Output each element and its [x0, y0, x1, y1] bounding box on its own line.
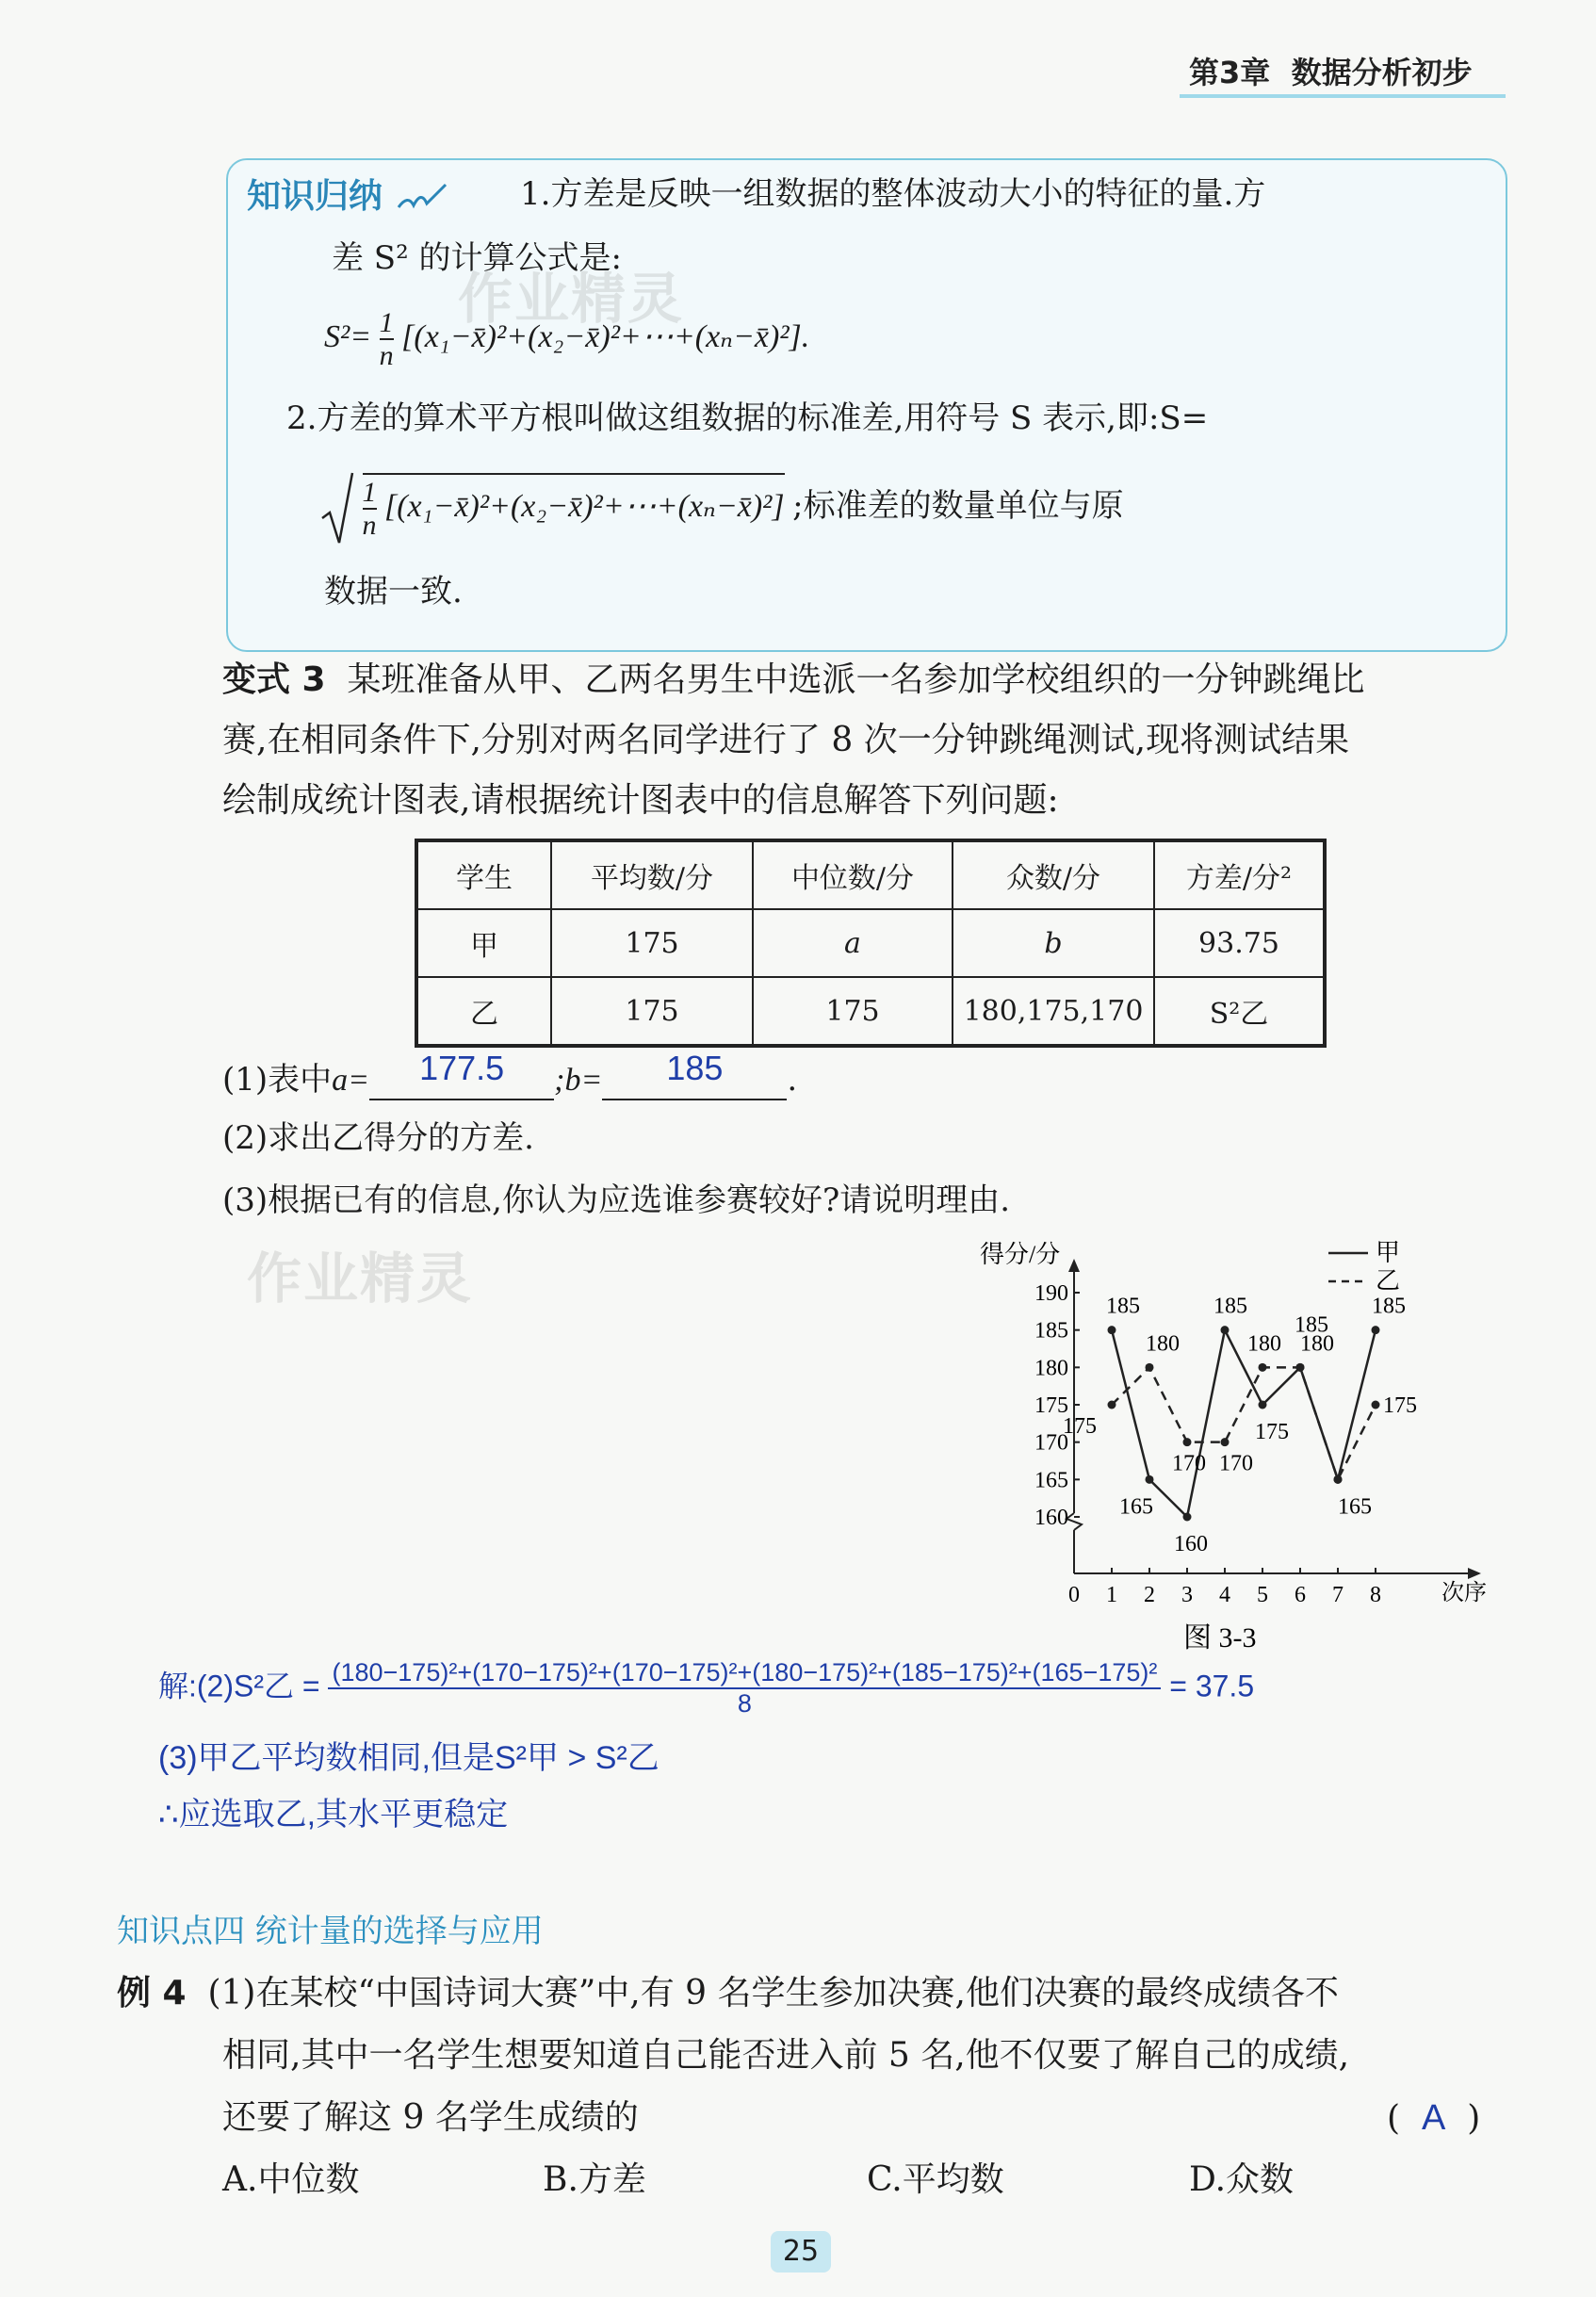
data-point	[1183, 1438, 1192, 1446]
table-cell: a	[753, 909, 953, 977]
bracket-open: (	[1387, 2099, 1401, 2138]
table-header-cell: 方差/分²	[1154, 840, 1325, 909]
variance-frac-num: 1	[379, 307, 394, 338]
table-cell: S²乙	[1154, 977, 1325, 1046]
solution-prefix: 解:(2)S²乙 =	[158, 1669, 320, 1703]
answer-b-blank[interactable]	[602, 1049, 787, 1100]
data-point	[1259, 1401, 1267, 1409]
data-label: 175	[1383, 1393, 1417, 1418]
x-tick-label: 7	[1332, 1583, 1344, 1607]
question-1	[222, 1049, 798, 1100]
x-tick-label: 4	[1219, 1583, 1230, 1607]
example4-label: 例 4	[117, 1974, 187, 2012]
data-point	[1221, 1438, 1230, 1446]
chapter-header	[1189, 49, 1473, 92]
stats-table	[415, 839, 1327, 1048]
x-tick-label: 0	[1068, 1583, 1080, 1607]
data-label: 165	[1119, 1494, 1153, 1520]
table-cell: 175	[551, 977, 753, 1046]
table-cell: 甲	[416, 909, 551, 977]
data-label: 175	[1255, 1420, 1289, 1444]
table-header-cell: 学生	[416, 840, 551, 909]
y-axis-arrow	[1068, 1259, 1080, 1272]
bracket-close: )	[1467, 2099, 1481, 2138]
x-tick-label: 3	[1181, 1583, 1193, 1607]
knowledge-item1-b: 差 S² 的计算公式是:	[332, 239, 622, 277]
y-tick-label: 185	[1034, 1318, 1068, 1344]
std-frac-num: 1	[362, 477, 377, 508]
data-label: 170	[1172, 1451, 1206, 1476]
q1-end: .	[787, 1061, 798, 1100]
knowledge-label-text: 知识归纳	[247, 177, 383, 216]
x-tick-label: 8	[1370, 1583, 1381, 1607]
sqrt-sign	[320, 471, 354, 546]
solution-denominator: 8	[737, 1689, 752, 1718]
q1-prefix: (1)表中	[222, 1061, 333, 1100]
legend-label-jia: 甲	[1376, 1239, 1401, 1266]
option-c[interactable]: C.平均数	[867, 2160, 1004, 2199]
table-header-cell: 中位数/分	[753, 840, 953, 909]
std-formula-body: [(x₁−x̄)²+(x₂−x̄)²+⋯+(xₙ−x̄)²]	[384, 488, 785, 524]
table-cell: 175	[753, 977, 953, 1046]
knowledge-label	[247, 170, 451, 218]
example4-text1: (1)在某校“中国诗词大赛”中,有 9 名学生参加决赛,他们决赛的最终成绩各不	[207, 1974, 1339, 2012]
watermark-2: 作业精灵	[247, 1246, 474, 1311]
chapter-number: 第3章	[1189, 55, 1271, 90]
watermark-1: 作业精灵	[458, 267, 685, 331]
table-header-row	[416, 840, 1325, 909]
question-3: (3)根据已有的信息,你认为应选谁参赛较好?请说明理由.	[222, 1181, 1011, 1219]
table-header-cell: 众数/分	[953, 840, 1154, 909]
data-label: 175	[1063, 1414, 1097, 1439]
data-point	[1372, 1401, 1380, 1409]
knowledge-item2-a: 2.方差的算术平方根叫做这组数据的标准差,用符号 S 表示,即:S=	[286, 399, 1209, 437]
solution-line2: (3)甲乙平均数相同,但是S²甲 > S²乙	[158, 1740, 660, 1776]
data-point	[1108, 1326, 1116, 1334]
knowledge-item1-a: 1.方差是反映一组数据的整体波动大小的特征的量.方	[520, 175, 1266, 213]
std-formula	[320, 471, 1124, 546]
data-label: 170	[1219, 1451, 1253, 1476]
page-number: 25	[771, 2231, 831, 2273]
table-row	[416, 977, 1325, 1046]
data-label: 160	[1174, 1532, 1208, 1556]
x-tick-label: 5	[1257, 1583, 1268, 1607]
data-label: 165	[1338, 1494, 1372, 1520]
table-cell: 乙	[416, 977, 551, 1046]
knowledge-item2-b: ;标准差的数量单位与原	[792, 486, 1124, 525]
table-row	[416, 909, 1325, 977]
example4-text2: 相同,其中一名学生想要知道自己能否进入前 5 名,他不仅要了解自己的成绩,	[222, 2036, 1350, 2075]
y-tick-label: 165	[1034, 1468, 1068, 1493]
table-cell: 93.75	[1154, 909, 1325, 977]
option-b[interactable]: B.方差	[543, 2160, 646, 2199]
y-tick-label: 190	[1034, 1281, 1068, 1306]
data-point	[1146, 1475, 1154, 1484]
solution-numerator: (180−175)²+(170−175)²+(170−175)²+(180−175)²+(185−175)²+(165−175)²	[328, 1658, 1161, 1689]
x-axis-arrow	[1468, 1568, 1481, 1579]
example4-line1	[117, 1973, 1339, 2013]
x-tick-label: 6	[1295, 1583, 1306, 1607]
data-label: 185	[1372, 1294, 1406, 1319]
y-tick-label: 175	[1034, 1393, 1068, 1418]
chart-xlabel: 次序	[1441, 1581, 1487, 1605]
variant-text2: 赛,在相同条件下,分别对两名同学进行了 8 次一分钟跳绳测试,现将测试结果	[222, 721, 1350, 759]
answer-b: 185	[666, 1049, 724, 1087]
data-point	[1259, 1363, 1267, 1372]
chart-caption: 图 3-3	[1183, 1622, 1257, 1654]
chart-legend	[1328, 1239, 1400, 1295]
data-point	[1108, 1401, 1116, 1409]
data-label: 180	[1300, 1331, 1334, 1357]
knowledge-item2-c: 数据一致.	[324, 573, 463, 611]
series-line-jia	[1112, 1330, 1376, 1520]
table-cell: 180,175,170	[953, 977, 1154, 1046]
jump-rope-line-chart	[961, 1234, 1489, 1658]
solution-line3: ∴应选取乙,其水平更稳定	[158, 1797, 509, 1833]
data-point	[1334, 1475, 1343, 1484]
pen-icon	[395, 181, 451, 215]
example4-text3: 还要了解这 9 名学生成绩的	[222, 2098, 639, 2137]
example4-answer-bracket[interactable]	[1387, 2097, 1480, 2141]
variant-line1	[222, 660, 1365, 700]
data-label: 180	[1146, 1331, 1180, 1357]
example4-answer: A	[1421, 2098, 1446, 2138]
variance-frac-den: n	[379, 340, 394, 371]
data-label: 185	[1213, 1294, 1247, 1319]
table-cell: 175	[551, 909, 753, 977]
chart-series	[1063, 1295, 1417, 1556]
q1-b-label: ;b=	[554, 1063, 603, 1099]
answer-a: 177.5	[419, 1049, 505, 1087]
data-point	[1296, 1363, 1305, 1372]
y-tick-label: 170	[1034, 1430, 1068, 1456]
question-2: (2)求出乙得分的方差.	[222, 1119, 534, 1157]
table-header-cell: 平均数/分	[551, 840, 753, 909]
data-point	[1221, 1326, 1230, 1334]
data-point	[1183, 1513, 1192, 1522]
table-cell: b	[953, 909, 1154, 977]
chart-ylabel: 得分/分	[980, 1241, 1061, 1268]
variance-formula-lhs: S²=	[324, 318, 372, 354]
section4-title: 知识点四 统计量的选择与应用	[117, 1913, 544, 1950]
x-tick-label: 2	[1144, 1583, 1155, 1607]
answer-a-blank[interactable]	[369, 1049, 554, 1100]
q1-a-label: a=	[332, 1063, 370, 1099]
solution-line1	[158, 1658, 1254, 1719]
x-tick-label: 1	[1106, 1583, 1117, 1607]
variant-text3: 绘制成统计图表,请根据统计图表中的信息解答下列问题:	[222, 781, 1059, 820]
y-tick-label: 180	[1034, 1356, 1068, 1381]
variant-label: 变式 3	[222, 660, 326, 699]
option-a[interactable]: A.中位数	[222, 2160, 360, 2199]
variance-formula-body: [(x₁−x̄)²+(x₂−x̄)²+⋯+(xₙ−x̄)²].	[401, 318, 810, 354]
solution-result: = 37.5	[1169, 1669, 1255, 1703]
axis-break	[1067, 1513, 1082, 1530]
std-frac-den: n	[362, 510, 377, 541]
legend-label-yi: 乙	[1376, 1267, 1401, 1295]
solution-fraction	[328, 1658, 1161, 1719]
data-label: 185	[1295, 1312, 1328, 1338]
data-point	[1146, 1363, 1154, 1372]
chapter-title: 数据分析初步	[1291, 55, 1473, 90]
data-point	[1372, 1326, 1380, 1334]
data-label: 180	[1247, 1331, 1281, 1357]
data-label: 185	[1106, 1294, 1140, 1319]
y-tick-label: 160	[1034, 1506, 1068, 1530]
variant-text1: 某班准备从甲、乙两名男生中选派一名参加学校组织的一分钟跳绳比	[347, 660, 1365, 699]
option-d[interactable]: D.众数	[1189, 2160, 1295, 2199]
